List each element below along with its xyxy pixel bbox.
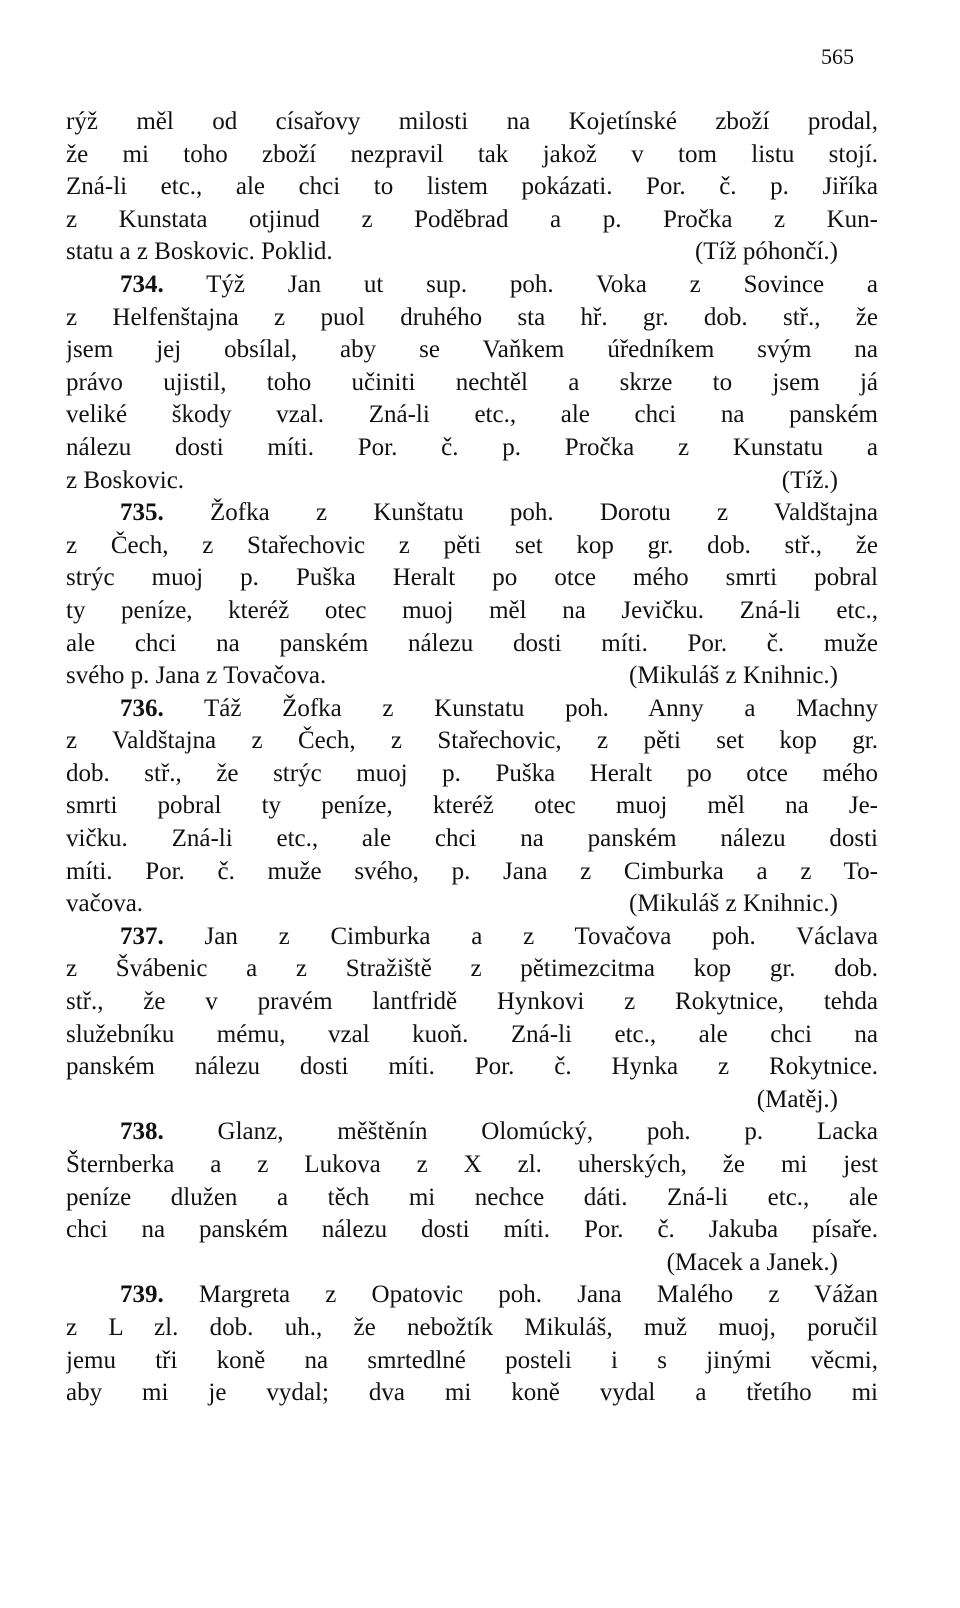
entry-number: 734. [120,270,164,298]
line-text: dob. stř., že strýc muoj p. Puška Heralt po otce mého [66,759,878,787]
text-line [66,1116,878,1149]
text-line [66,1182,878,1215]
line-text: rýž měl od císařovy milosti na Kojetínské zboží prodal, [66,108,878,135]
text-line [66,856,878,889]
text-line [66,1149,878,1182]
text-line [66,1051,878,1084]
entry-number: 737. [120,922,164,950]
text-line [66,1247,878,1280]
line-text: z L zl. dob. uh., že nebožtík Mikuláš, muž muoj, poručil [66,1313,878,1341]
line-text: z Kunstata otjinud z Poděbrad a p. Pročka z Kun- [66,205,878,233]
line-attribution: (Mikuláš z Knihnic.) [629,890,838,918]
text-line [66,432,878,465]
text-line [66,953,878,986]
line-text: aby mi je vydal; dva mi koně vydal a třetího mi [66,1379,878,1407]
text-line [66,204,878,237]
line-text: vačova. [66,890,144,918]
text-line [66,790,878,823]
text-line [66,465,878,498]
text-line [66,693,878,726]
text-line [66,595,878,628]
text-line [66,1377,878,1410]
line-text: stř., že v pravém lantfridě Hynkovi z Rokytnice, tehda [66,988,878,1016]
text-line [66,171,878,204]
line-text: chci na panském nálezu dosti míti. Por. č. Jakuba písaře. [66,1216,878,1244]
line-text: Šternberka a z Lukova z X zl. uherských, že mi jest [66,1151,878,1178]
line-text: svého p. Jana z Tovačova. [66,662,327,690]
line-text: z Čech, z Stařechovic z pěti set kop gr. dob. stř., že [66,531,878,559]
text-line [66,497,878,530]
line-text: Týž Jan ut sup. poh. Voka z Sovince a [206,270,878,298]
text-line [66,399,878,432]
line-text: nálezu dosti míti. Por. č. p. Pročka z Kunstatu a [66,433,878,461]
text-line [66,106,878,139]
line-text: Táž Žofka z Kunstatu poh. Anny a Machny [203,694,878,722]
text-line [66,367,878,400]
line-attribution: (Macek a Janek.) [666,1248,838,1276]
line-text: jsem jej obsílal, aby se Vaňkem úředníkem svým na [66,336,878,364]
text-line [66,1214,878,1247]
text-line [66,1019,878,1052]
text-line [66,1084,878,1117]
text-line [66,562,878,595]
text-line [66,758,878,791]
text-line [66,986,878,1019]
text-line [66,269,878,302]
line-text: jemu tři koně na smrtedlné posteli i s jinými věcmi, [66,1346,878,1374]
line-text: Glanz, měštěnín Olomúcký, poh. p. Lacka [217,1118,878,1146]
text-line [66,823,878,856]
line-attribution: (Mikuláš z Knihnic.) [629,662,838,690]
text-line [66,921,878,954]
text-line [66,302,878,335]
entry-number: 735. [120,499,164,527]
line-text: Žofka z Kunštatu poh. Dorotu z Valdštajna [210,499,878,527]
text-line [66,1279,878,1312]
page-number: 565 [821,44,854,69]
line-text: vičku. Zná-li etc., ale chci na panském nálezu dosti [66,825,878,853]
entry-number: 738. [120,1118,164,1146]
line-text: ty peníze, kteréž otec muoj měl na Jevičku. Zná-li etc., [66,596,878,624]
text-line [66,236,878,269]
line-text: z Švábenic a z Stražiště z pětimezcitma kop gr. dob. [66,955,878,983]
text-body [66,106,878,1410]
line-text: panském nálezu dosti míti. Por. č. Hynka z Rokytnice. [66,1053,878,1081]
text-line [66,139,878,172]
line-text: z Valdštajna z Čech, z Stařechovic, z pěti set kop gr. [66,727,878,755]
line-text: statu a z Boskovic. Poklid. [66,238,333,266]
line-text: míti. Por. č. muže svého, p. Jana z Cimburka a z To- [66,857,878,885]
line-text: Zná-li etc., ale chci to listem pokázati. Por. č. p. Jiříka [66,173,878,201]
line-text: služebníku mému, vzal kuoň. Zná-li etc., ale chci na [66,1020,878,1048]
line-text: právo ujistil, toho učiniti nechtěl a skrze to jsem já [66,368,878,396]
text-line [66,1312,878,1345]
line-text: Margreta z Opatovic poh. Jana Malého z Vážan [198,1281,878,1309]
line-text: strýc muoj p. Puška Heralt po otce mého smrti pobral [66,564,878,592]
line-text: z Boskovic. [66,466,185,494]
text-line [66,1345,878,1378]
text-line [66,530,878,563]
line-text: ale chci na panském nálezu dosti míti. Por. č. muže [66,629,878,657]
line-text: peníze dlužen a těch mi nechce dáti. Zná-li etc., ale [66,1183,878,1211]
line-attribution: (Tíž.) [781,466,838,494]
text-line [66,725,878,758]
line-text: veliké škody vzal. Zná-li etc., ale chci na panském [66,401,878,429]
text-line [66,628,878,661]
entry-number: 739. [120,1281,164,1309]
line-text: smrti pobral ty peníze, kteréž otec muoj měl na Je- [66,792,878,820]
text-line [66,660,878,693]
text-line [66,888,878,921]
entry-number: 736. [120,694,164,722]
line-text: že mi toho zboží nezpravil tak jakož v tom listu stojí. [66,140,878,168]
line-text: Jan z Cimburka a z Tovačova poh. Václava [204,922,878,950]
line-attribution: (Matěj.) [756,1085,838,1113]
text-line [66,334,878,367]
line-attribution: (Tíž póhončí.) [694,238,838,266]
line-text: z Helfenštajna z puol druhého sta hř. gr. dob. stř., že [66,303,878,331]
